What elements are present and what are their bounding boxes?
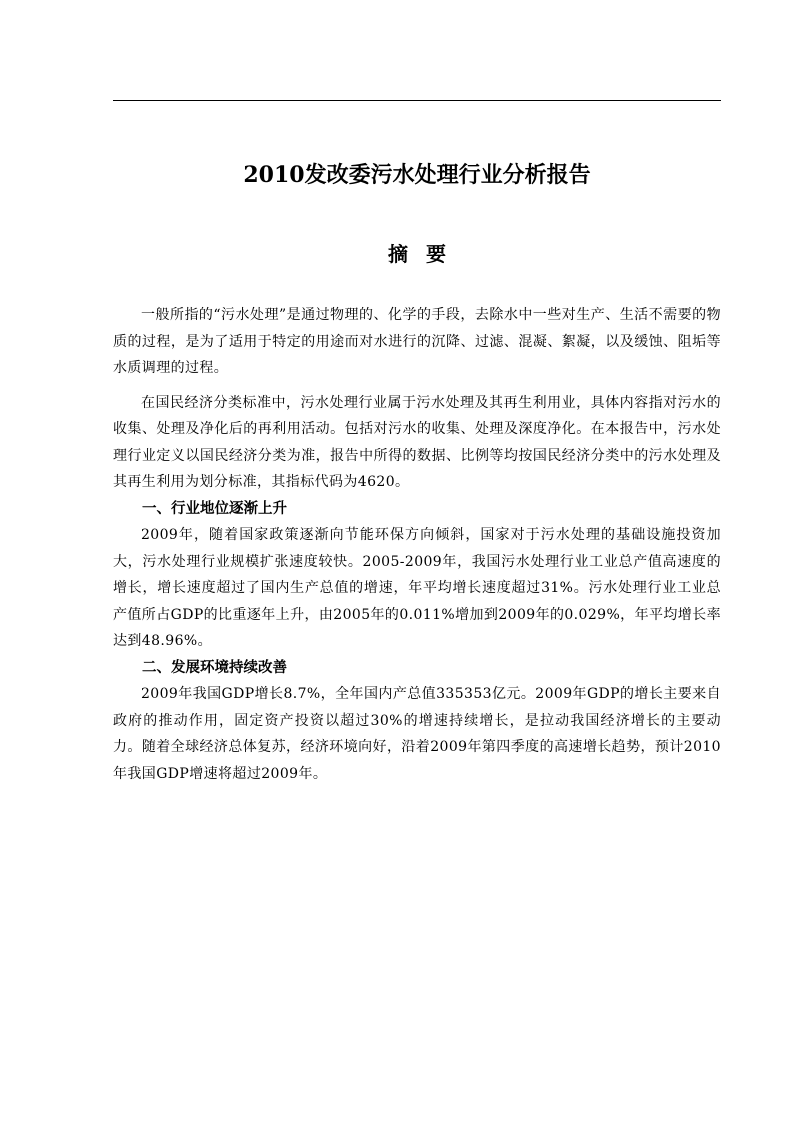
document-title: 2010发改委污水处理行业分析报告 xyxy=(243,162,591,188)
section-paragraph-environment: 2009年我国GDP增长8.7%，全年国内产总值335353亿元。2009年GDP的增长主要来自政府的推动作用，固定资产投资以超过30%的增速持续增长，是拉动我国经济增长的主要动力。随着全球经济总体复苏，经济环境向好，沿着2009年第四季度的高速增长趋势，预计2010年我国GDP增速将超过2009年。 xyxy=(113,686,721,782)
section-heading-environment: 二、发展环境持续改善 xyxy=(142,659,287,676)
document-body xyxy=(113,302,721,787)
intro-paragraph-2: 在国民经济分类标准中，污水处理行业属于污水处理及其再生利用业，具体内容指对污水的收集、处理及净化后的再利用活动。包括对污水的收集、处理及深度净化。在本报告中，污水处理行业定义以国民经济分类为准，报告中所得的数据、比例等均按国民经济分类中的污水处理及其再生利用为划分标准，其指标代码为4620。 xyxy=(113,394,721,490)
intro-paragraph-1: 一般所指的“污水处理”是通过物理的、化学的手段，去除水中一些对生产、生活不需要的物质的过程，是为了适用于特定的用途而对水进行的沉降、过滤、混凝、絮凝，以及缓蚀、阻垢等水质调理的过程。 xyxy=(113,307,721,376)
section-heading-industry-status: 一、行业地位逐渐上升 xyxy=(142,500,287,517)
section-paragraph-industry-status: 2009年，随着国家政策逐渐向节能环保方向倾斜，国家对于污水处理的基础设施投资加大，污水处理行业规模扩张速度较快。2005-2009年，我国污水处理行业工业总产值高速度的增长，增长速度超过了国内生产总值的增速，年平均增长速度超过31%。污水处理行业工业总产值所占GDP的比重逐年上升，由2005年的0.011%增加到2009年的0.029%，年平均增长率达到48.96%。 xyxy=(113,527,721,649)
abstract-heading: 摘要 xyxy=(388,242,464,266)
header-rule xyxy=(113,100,721,101)
